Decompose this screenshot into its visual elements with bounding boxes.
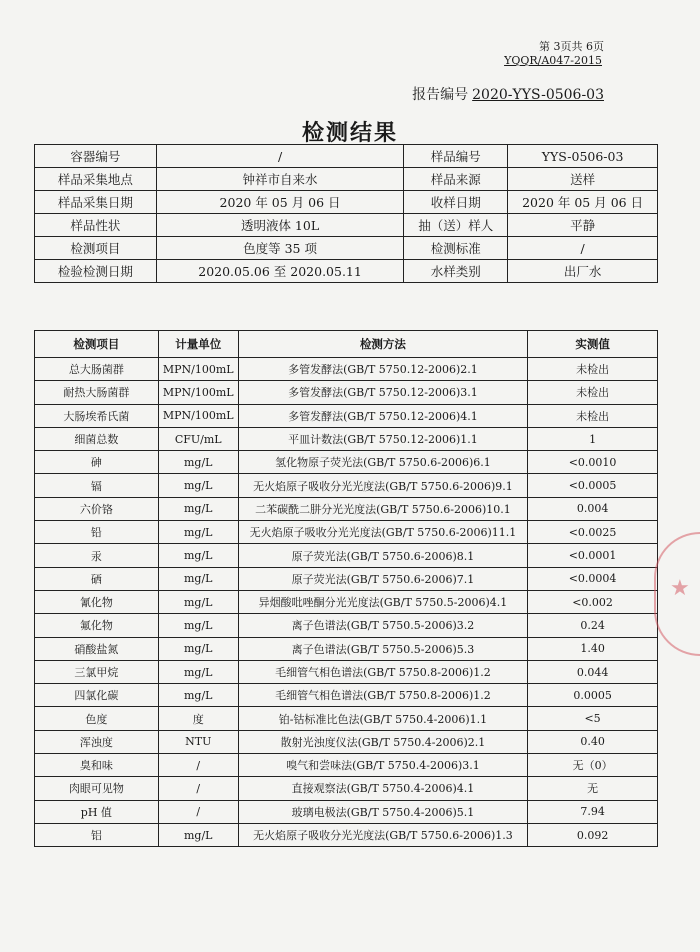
table-row [35, 614, 658, 637]
table-row [35, 404, 658, 427]
info-value: 色度等 35 项 [156, 237, 404, 260]
cell-unit: mg/L [158, 521, 238, 544]
table-row [35, 684, 658, 707]
cell-method: 原子荧光法(GB/T 5750.6-2006)7.1 [238, 567, 527, 590]
table-row [35, 451, 658, 474]
column-header: 检测方法 [238, 331, 527, 358]
cell-method: 原子荧光法(GB/T 5750.6-2006)8.1 [238, 544, 527, 567]
info-label: 检测标准 [404, 237, 508, 260]
info-row [35, 214, 658, 237]
cell-item: pH 值 [35, 800, 159, 823]
info-value: 透明液体 10L [156, 214, 404, 237]
table-row [35, 823, 658, 846]
info-label: 样品来源 [404, 168, 508, 191]
cell-value: 0.24 [528, 614, 658, 637]
cell-unit: 度 [158, 707, 238, 730]
cell-value: 1 [528, 427, 658, 450]
cell-unit: mg/L [158, 451, 238, 474]
table-row [35, 567, 658, 590]
cell-item: 硝酸盐氮 [35, 637, 159, 660]
cell-item: 臭和味 [35, 754, 159, 777]
table-row [35, 754, 658, 777]
cell-value: 0.004 [528, 497, 658, 520]
column-header: 检测项目 [35, 331, 159, 358]
cell-item: 铝 [35, 823, 159, 846]
cell-item: 汞 [35, 544, 159, 567]
cell-unit: / [158, 754, 238, 777]
cell-item: 氰化物 [35, 590, 159, 613]
info-label: 抽（送）样人 [404, 214, 508, 237]
cell-item: 四氯化碳 [35, 684, 159, 707]
cell-item: 六价铬 [35, 497, 159, 520]
cell-item: 细菌总数 [35, 427, 159, 450]
cell-method: 二苯碳酰二肼分光光度法(GB/T 5750.6-2006)10.1 [238, 497, 527, 520]
table-row [35, 521, 658, 544]
info-row [35, 237, 658, 260]
star-icon: ★ [670, 576, 690, 601]
cell-method: 无火焰原子吸收分光光度法(GB/T 5750.6-2006)9.1 [238, 474, 527, 497]
table-row [35, 427, 658, 450]
table-row [35, 660, 658, 683]
cell-method: 离子色谱法(GB/T 5750.5-2006)3.2 [238, 614, 527, 637]
cell-unit: mg/L [158, 567, 238, 590]
report-number [412, 84, 604, 104]
info-label: 样品采集地点 [35, 168, 157, 191]
cell-value: 无 [528, 777, 658, 800]
info-row [35, 168, 658, 191]
table-row [35, 777, 658, 800]
cell-unit: mg/L [158, 590, 238, 613]
cell-method: 嗅气和尝味法(GB/T 5750.4-2006)3.1 [238, 754, 527, 777]
info-row [35, 191, 658, 214]
table-row [35, 497, 658, 520]
info-value: YYS-0506-03 [508, 145, 658, 168]
cell-value: 未检出 [528, 381, 658, 404]
cell-item: 氟化物 [35, 614, 159, 637]
cell-item: 色度 [35, 707, 159, 730]
cell-value: 7.94 [528, 800, 658, 823]
results-header-row [35, 331, 658, 358]
standard-code: YQQR/A047-2015 [504, 54, 602, 67]
report-number-label: 报告编号 [412, 87, 469, 103]
table-row [35, 637, 658, 660]
cell-item: 镉 [35, 474, 159, 497]
cell-unit: / [158, 777, 238, 800]
cell-value: 未检出 [528, 404, 658, 427]
cell-value: <0.0001 [528, 544, 658, 567]
cell-method: 多管发酵法(GB/T 5750.12-2006)3.1 [238, 381, 527, 404]
info-value: 2020.05.06 至 2020.05.11 [156, 260, 404, 283]
info-label: 检测项目 [35, 237, 157, 260]
cell-method: 散射光浊度仪法(GB/T 5750.4-2006)2.1 [238, 730, 527, 753]
cell-value: <0.0025 [528, 521, 658, 544]
cell-method: 多管发酵法(GB/T 5750.12-2006)4.1 [238, 404, 527, 427]
cell-value: 0.092 [528, 823, 658, 846]
seal-stamp [654, 532, 700, 656]
info-value: 平静 [508, 214, 658, 237]
cell-method: 平皿计数法(GB/T 5750.12-2006)1.1 [238, 427, 527, 450]
table-row [35, 730, 658, 753]
table-row [35, 707, 658, 730]
cell-item: 硒 [35, 567, 159, 590]
cell-item: 总大肠菌群 [35, 358, 159, 381]
cell-value: <5 [528, 707, 658, 730]
cell-unit: mg/L [158, 497, 238, 520]
cell-method: 玻璃电极法(GB/T 5750.4-2006)5.1 [238, 800, 527, 823]
cell-method: 直接观察法(GB/T 5750.4-2006)4.1 [238, 777, 527, 800]
cell-value: 1.40 [528, 637, 658, 660]
cell-method: 异烟酸吡唑酮分光光度法(GB/T 5750.5-2006)4.1 [238, 590, 527, 613]
cell-unit: mg/L [158, 637, 238, 660]
cell-item: 大肠埃希氏菌 [35, 404, 159, 427]
table-row [35, 474, 658, 497]
info-value: 钟祥市自来水 [156, 168, 404, 191]
cell-method: 毛细管气相色谱法(GB/T 5750.8-2006)1.2 [238, 684, 527, 707]
cell-method: 铂-钴标准比色法(GB/T 5750.4-2006)1.1 [238, 707, 527, 730]
cell-unit: NTU [158, 730, 238, 753]
info-label: 样品编号 [404, 145, 508, 168]
table-row [35, 381, 658, 404]
cell-value: 0.0005 [528, 684, 658, 707]
cell-item: 浑浊度 [35, 730, 159, 753]
cell-unit: mg/L [158, 474, 238, 497]
cell-method: 无火焰原子吸收分光光度法(GB/T 5750.6-2006)1.3 [238, 823, 527, 846]
sample-info-table [34, 144, 658, 283]
table-row [35, 358, 658, 381]
info-label: 水样类别 [404, 260, 508, 283]
info-label: 容器编号 [35, 145, 157, 168]
cell-value: <0.0004 [528, 567, 658, 590]
cell-value: <0.0005 [528, 474, 658, 497]
info-label: 样品采集日期 [35, 191, 157, 214]
info-value: 2020 年 05 月 06 日 [156, 191, 404, 214]
cell-unit: MPN/100mL [158, 381, 238, 404]
cell-value: <0.0010 [528, 451, 658, 474]
cell-item: 三氯甲烷 [35, 660, 159, 683]
cell-value: 0.40 [528, 730, 658, 753]
cell-unit: mg/L [158, 544, 238, 567]
cell-item: 砷 [35, 451, 159, 474]
cell-method: 毛细管气相色谱法(GB/T 5750.8-2006)1.2 [238, 660, 527, 683]
cell-item: 铅 [35, 521, 159, 544]
info-value: 送样 [508, 168, 658, 191]
cell-unit: mg/L [158, 823, 238, 846]
cell-method: 无火焰原子吸收分光光度法(GB/T 5750.6-2006)11.1 [238, 521, 527, 544]
page-number: 第 3页共 6页 [539, 40, 604, 53]
info-value: / [156, 145, 404, 168]
info-row [35, 145, 658, 168]
cell-value: 0.044 [528, 660, 658, 683]
column-header: 实测值 [528, 331, 658, 358]
table-row [35, 800, 658, 823]
report-number-value: 2020-YYS-0506-03 [472, 87, 604, 103]
info-value: / [508, 237, 658, 260]
info-label: 收样日期 [404, 191, 508, 214]
cell-unit: CFU/mL [158, 427, 238, 450]
cell-value: 未检出 [528, 358, 658, 381]
cell-unit: / [158, 800, 238, 823]
info-row [35, 260, 658, 283]
cell-unit: mg/L [158, 614, 238, 637]
results-table [34, 330, 658, 847]
cell-method: 离子色谱法(GB/T 5750.5-2006)5.3 [238, 637, 527, 660]
table-row [35, 544, 658, 567]
cell-value: 无（0） [528, 754, 658, 777]
cell-unit: mg/L [158, 660, 238, 683]
table-row [35, 590, 658, 613]
column-header: 计量单位 [158, 331, 238, 358]
cell-item: 肉眼可见物 [35, 777, 159, 800]
info-value: 2020 年 05 月 06 日 [508, 191, 658, 214]
cell-unit: MPN/100mL [158, 404, 238, 427]
cell-method: 多管发酵法(GB/T 5750.12-2006)2.1 [238, 358, 527, 381]
cell-item: 耐热大肠菌群 [35, 381, 159, 404]
cell-unit: mg/L [158, 684, 238, 707]
info-label: 检验检测日期 [35, 260, 157, 283]
page-title: 检测结果 [301, 120, 398, 146]
info-value: 出厂水 [508, 260, 658, 283]
cell-method: 氢化物原子荧光法(GB/T 5750.6-2006)6.1 [238, 451, 527, 474]
info-label: 样品性状 [35, 214, 157, 237]
cell-value: <0.002 [528, 590, 658, 613]
cell-unit: MPN/100mL [158, 358, 238, 381]
